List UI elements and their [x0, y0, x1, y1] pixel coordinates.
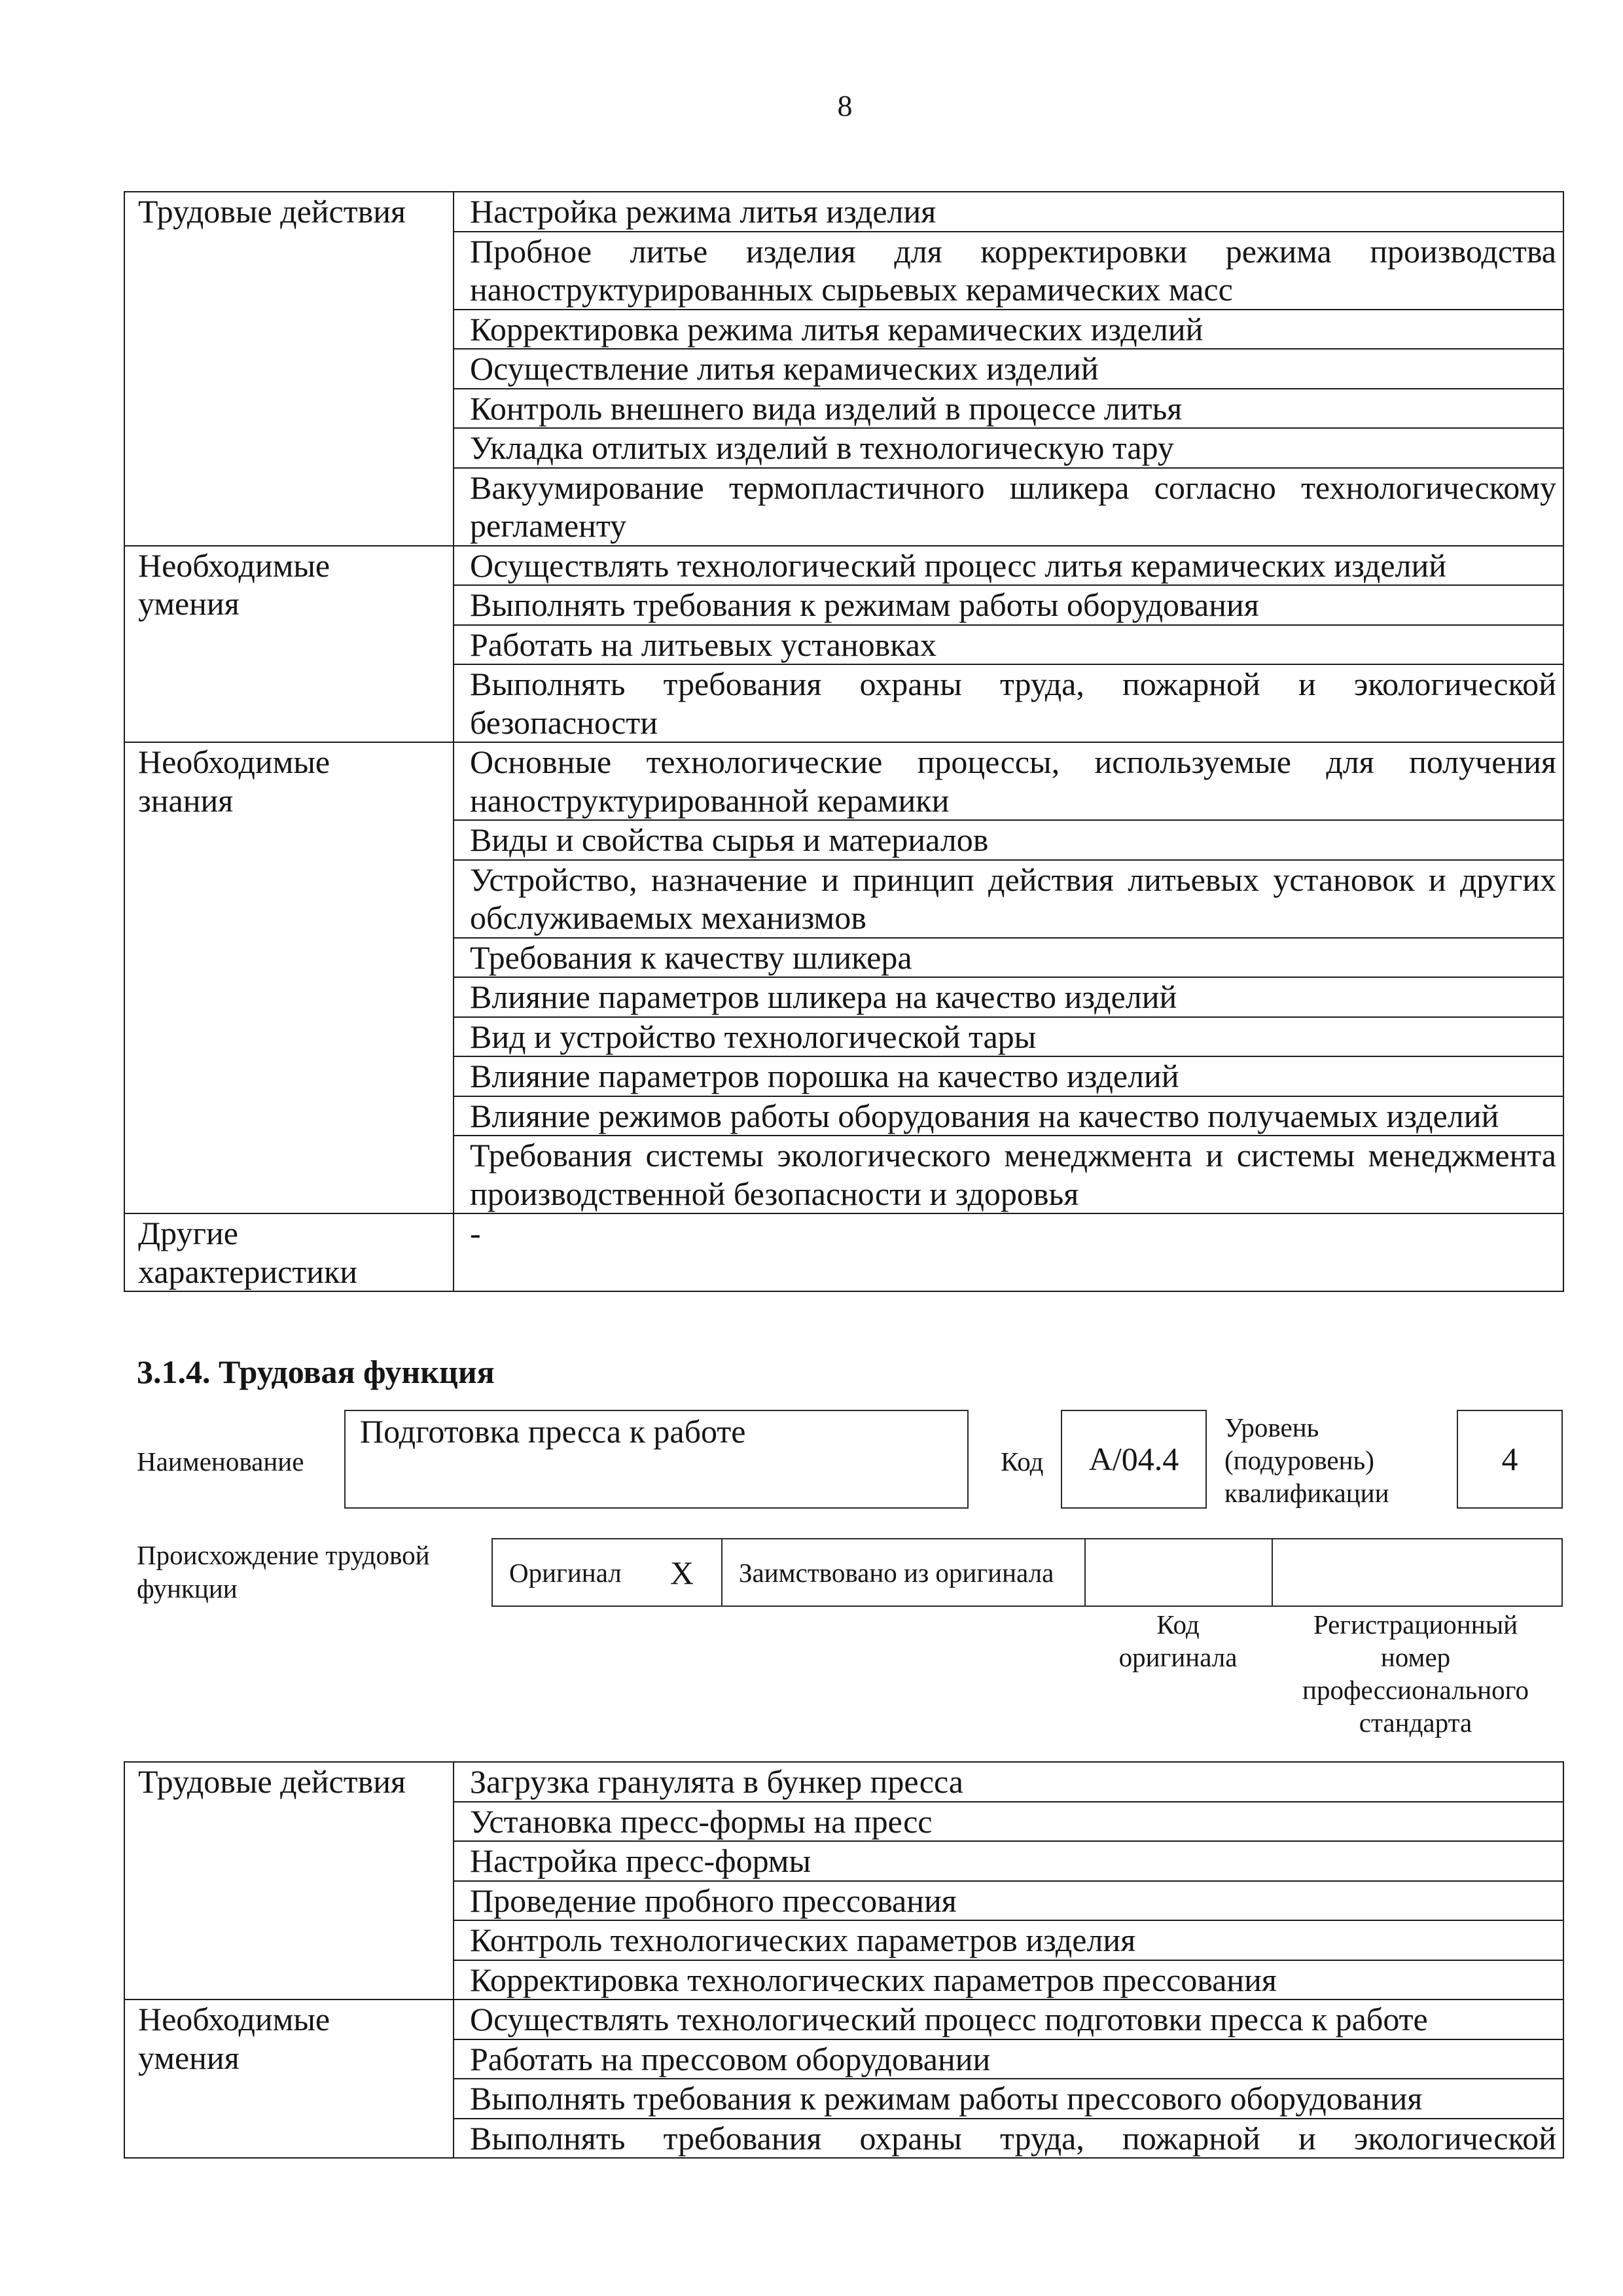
registration-number-cell: [1273, 1539, 1561, 1605]
table-cell: Проведение пробного прессования: [454, 1881, 1563, 1921]
table-cell: Выполнять требования охраны труда, пожарной и экологической: [454, 2119, 1563, 2159]
registration-number-caption: Регистрационный номер профессионального стандарта: [1302, 1609, 1529, 1738]
table-cell: Виды и свойства сырья и материалов: [454, 820, 1563, 860]
table-cell: Осуществлять технологический процесс подготовки пресса к работе: [454, 2000, 1563, 2039]
table-cell: Основные технологические процессы, используемые для получения наноструктурированной керамики: [454, 742, 1563, 820]
table-row: [124, 1213, 1563, 1291]
table-cell: Выполнять требования к режимам работы прессового оборудования: [454, 2079, 1563, 2119]
group-label-labor-actions: Трудовые действия: [124, 192, 454, 546]
table-cell: Настройка режима литья изделия: [454, 192, 1563, 232]
function-code-field: [1061, 1410, 1207, 1509]
table-cell: Корректировка режима литья керамических изделий: [454, 310, 1563, 350]
name-label: Наименование: [137, 1446, 304, 1477]
group-label-other-characteristics: Другие характеристики: [124, 1213, 454, 1291]
code-label: Код: [1001, 1446, 1044, 1477]
section-heading: 3.1.4. Трудовая функция: [137, 1354, 495, 1390]
table-cell: Загрузка гранулята в бункер пресса: [454, 1762, 1563, 1802]
table-cell: -: [454, 1213, 1563, 1291]
origin-mark: X: [669, 1554, 694, 1591]
group-label-required-skills: Необходимые умения: [124, 546, 454, 743]
table-cell: Укладка отлитых изделий в технологическую тару: [454, 428, 1563, 468]
table-cell: Установка пресс-формы на пресс: [454, 1802, 1563, 1842]
qualification-level-value: 4: [1501, 1441, 1518, 1478]
origin-borrowed-label: Заимствовано из оригинала: [739, 1557, 1054, 1588]
original-code-cell: [1086, 1539, 1273, 1605]
table-cell: Вакуумирование термопластичного шликера согласно технологическому регламенту: [454, 468, 1563, 546]
table-cell: Работать на прессовом оборудовании: [454, 2039, 1563, 2079]
original-code-caption: Код оригинала: [1118, 1609, 1238, 1672]
group-label-required-skills: Необходимые умения: [124, 2000, 454, 2158]
origin-borrowed-cell: [722, 1539, 1086, 1605]
origin-original-label: Оригинал: [509, 1557, 622, 1588]
table-cell: Контроль внешнего вида изделий в процессе литья: [454, 389, 1563, 429]
table-cell: Осуществление литья керамических изделий: [454, 349, 1563, 389]
qualification-level-label: Уровень (подуровень) квалификации: [1224, 1412, 1389, 1508]
table-cell: Влияние параметров порошка на качество изделий: [454, 1056, 1563, 1096]
table-row: [124, 192, 1563, 232]
group-label-labor-actions: Трудовые действия: [124, 1762, 454, 2000]
competency-table-a044: [124, 1761, 1564, 2159]
table-cell: Работать на литьевых установках: [454, 625, 1563, 665]
table-cell: Требования системы экологического менеджмента и системы менеджмента производственной безопасности и здоровья: [454, 1136, 1563, 1213]
origin-original-cell: [493, 1539, 643, 1605]
function-name-field: Подготовка пресса к работе: [344, 1410, 969, 1509]
table-cell: Пробное литье изделия для корректировки режима производства наноструктурированных сырьевых керамических масс: [454, 232, 1563, 310]
table-cell: Осуществлять технологический процесс литья керамических изделий: [454, 546, 1563, 586]
table-cell: Влияние параметров шликера на качество изделий: [454, 977, 1563, 1017]
table-cell: Корректировка технологических параметров прессования: [454, 1960, 1563, 2000]
table-cell: Устройство, назначение и принцип действия литьевых установок и других обслуживаемых механизмов: [454, 860, 1563, 938]
function-code-value: А/04.4: [1088, 1441, 1179, 1478]
origin-row: [491, 1538, 1563, 1607]
table-cell: Настройка пресс-формы: [454, 1841, 1563, 1881]
origin-mark-cell: [643, 1539, 722, 1605]
table-cell: Вид и устройство технологической тары: [454, 1017, 1563, 1057]
origin-label: Происхождение трудовой функции: [137, 1540, 430, 1604]
table-row: [124, 1762, 1563, 1802]
group-label-required-knowledge: Необходимые знания: [124, 742, 454, 1213]
table-cell: Требования к качеству шликера: [454, 938, 1563, 978]
table-cell: Контроль технологических параметров изделия: [454, 1920, 1563, 1960]
page-number: 8: [837, 89, 853, 122]
table-cell: Выполнять требования к режимам работы оборудования: [454, 585, 1563, 625]
table-row: [124, 546, 1563, 586]
table-cell: Влияние режимов работы оборудования на качество получаемых изделий: [454, 1096, 1563, 1136]
qualification-level-field: [1457, 1410, 1563, 1509]
competency-table-a0403: [124, 191, 1564, 1292]
table-row: [124, 2000, 1563, 2039]
table-row: [124, 742, 1563, 820]
table-cell: Выполнять требования охраны труда, пожарной и экологической безопасности: [454, 664, 1563, 742]
